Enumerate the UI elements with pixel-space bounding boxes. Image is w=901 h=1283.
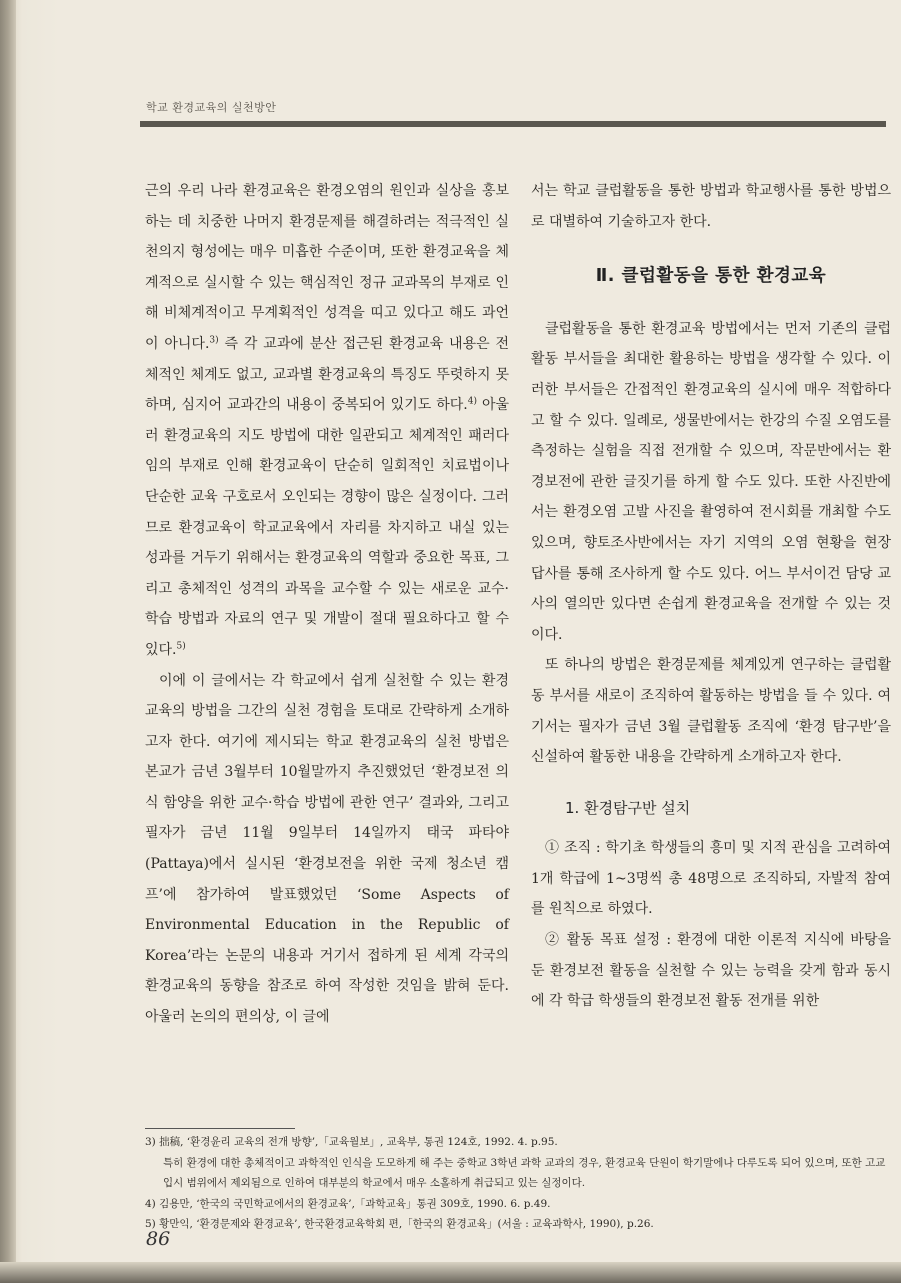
footnote-5: 5) 황만익, ‘환경문제와 환경교육’, 한국환경교육학회 편,「한국의 환경교육」(서울 : 교육과학사, 1990), p.26. <box>145 1218 654 1230</box>
list-item-organization: ① 조직 : 학기초 학생들의 흥미 및 지적 관심을 고려하여 1개 학급에 1~3명씩 총 48명으로 조직하되, 자발적 참여를 원칙으로 하였다. <box>531 840 891 918</box>
book-spine-shadow <box>0 0 16 1283</box>
right-paragraph-1: 서는 학교 클럽활동을 통한 방법과 학교행사를 통한 방법으로 대별하여 기술하고자 한다. <box>531 183 891 230</box>
left-paragraph-1: 근의 우리 나라 환경교육은 환경오염의 원인과 실상을 홍보하는 데 치중한 나머지 환경문제를 해결하려는 적극적인 실천의지 형성에는 매우 미흡한 수준이며, 또한 환경교육을 체계적으로 실시할 수 있는 핵심적인 정규 교과목의 부재로 인해 비체계적이고 무계획적인 성격을 띠고 있다고 해도 과언이 아니다.$^{3)}$ 즉 각 교과에 분산 접근된 환경교육 내용은 전체적인 체계도 없고, 교과별 환경교육의 특징도 뚜렷하지 못하며, 심지어 교과간의 내용이 중복되어 있기도 하다.$^{4)}$ 아울러 환경교육의 지도 방법에 대한 일관되고 체계적인 패러다임의 부재로 인해 환경교육이 단순히 일회적인 치료법이나 단순한 교육 구호로서 오인되는 경향이 많은 실정이다. 그러므로 환경교육이 학교교육에서 자리를 차지하고 내실 있는 성과를 거두기 위해서는 환경교육의 역할과 중요한 목표, 그리고 총체적인 성격의 과목을 교수할 수 있는 새로운 교수·학습 방법과 자료의 연구 및 개발이 절대 필요하다고 할 수 있다.$^{5)}$ <box>145 183 510 658</box>
footnote-ref-3: 3) <box>209 335 219 346</box>
header-rule <box>140 121 886 127</box>
footnote-rule <box>145 1128 295 1129</box>
page-number: 86 <box>146 1228 171 1250</box>
left-column <box>145 176 509 1033</box>
footnote-4: 4) 김용만, ‘한국의 국민학교에서의 환경교육’,「과학교육」통권 309호, 1990. 6. p.49. <box>145 1197 551 1210</box>
right-paragraph-2: 클럽활동을 통한 환경교육 방법에서는 먼저 기존의 클럽활동 부서들을 최대한 활용하는 방법을 생각할 수 있다. 이러한 부서들은 간접적인 환경교육의 실시에 매우 적합하다고 할 수 있다. 일례로, 생물반에서는 한강의 수질 오염도를 측정하는 실험을 직접 전개할 수 있으며, 작문반에서는 환경보전에 관한 글짓기를 하게 할 수도 있다. 또한 사진반에서는 환경오염 고발 사진을 촬영하여 전시회를 개최할 수도 있으며, 향토조사반에서는 자기 지역의 오염 현황을 현장 답사를 통해 조사하게 할 수도 있다. 어느 부서이건 담당 교사의 열의만 있다면 손쉽게 환경교육을 전개할 수 있는 것이다. <box>531 320 891 643</box>
list-item-goal-setting: ② 활동 목표 설정 : 환경에 대한 이론적 지식에 바탕을 둔 환경보전 활동을 실천할 수 있는 능력을 갖게 함과 동시에 각 학급 학생들의 환경보전 활동 전개를 위한 <box>531 932 891 1010</box>
footnote-3: 3) 拙稿, ‘환경윤리 교육의 전개 방향’,「교육월보」, 교육부, 통권 124호, 1992. 4. p.95. <box>145 1136 558 1148</box>
right-column <box>531 176 891 1017</box>
footnote-ref-4: 4) <box>467 396 477 407</box>
subsection-title: 1. 환경탐구반 설치 <box>565 798 691 817</box>
footnote-ref-5: 5) <box>176 641 186 652</box>
footnote-3-continuation: 특히 환경에 대한 총체적이고 과학적인 인식을 도모하게 해 주는 중학교 3학년 과학 교과의 경우, 환경교육 단원이 학기말에나 다루도록 되어 있으며, 또한 고교 입시 범위에서 제외됨으로 인하여 대부분의 학교에서 매우 소홀하게 취급되고 있는 실정이다. <box>163 1156 886 1189</box>
right-paragraph-3: 또 하나의 방법은 환경문제를 체계있게 연구하는 클럽활동 부서를 새로이 조직하여 활동하는 방법을 들 수 있다. 여기서는 필자가 금년 3월 클럽활동 조직에 ‘환경 탐구반’을 신설하여 활동한 내용을 간략하게 소개하고자 한다. <box>531 657 891 766</box>
page-bottom-shadow <box>0 1262 901 1283</box>
left-paragraph-2: 이에 이 글에서는 각 학교에서 쉽게 실천할 수 있는 환경교육의 방법을 그간의 실천 경험을 토대로 간략하게 소개하고자 한다. 여기에 제시되는 학교 환경교육의 실천 방법은 본교가 금년 3월부터 10월말까지 추진했었던 ‘환경보전 의식 함양을 위한 교수·학습 방법에 관한 연구’ 결과와, 그리고 필자가 금년 11월 9일부터 14일까지 태국 파타야(Pattaya)에서 실시된 ‘환경보전을 위한 국제 청소년 캠프’에 참가하여 발표했었던 ‘Some Aspects of Environmental Education in the Republic of Korea’라는 논문의 내용과 거기서 접하게 된 세계 각국의 환경교육의 동향을 참조로 하여 작성한 것임을 밝혀 둔다. 아울러 논의의 편의상, 이 글에 <box>145 672 509 1026</box>
section-title: Ⅱ. 클럽활동을 통한 환경교육 <box>595 266 827 287</box>
running-header: 학교 환경교육의 실천방안 <box>146 101 277 114</box>
footnotes <box>145 1132 887 1235</box>
